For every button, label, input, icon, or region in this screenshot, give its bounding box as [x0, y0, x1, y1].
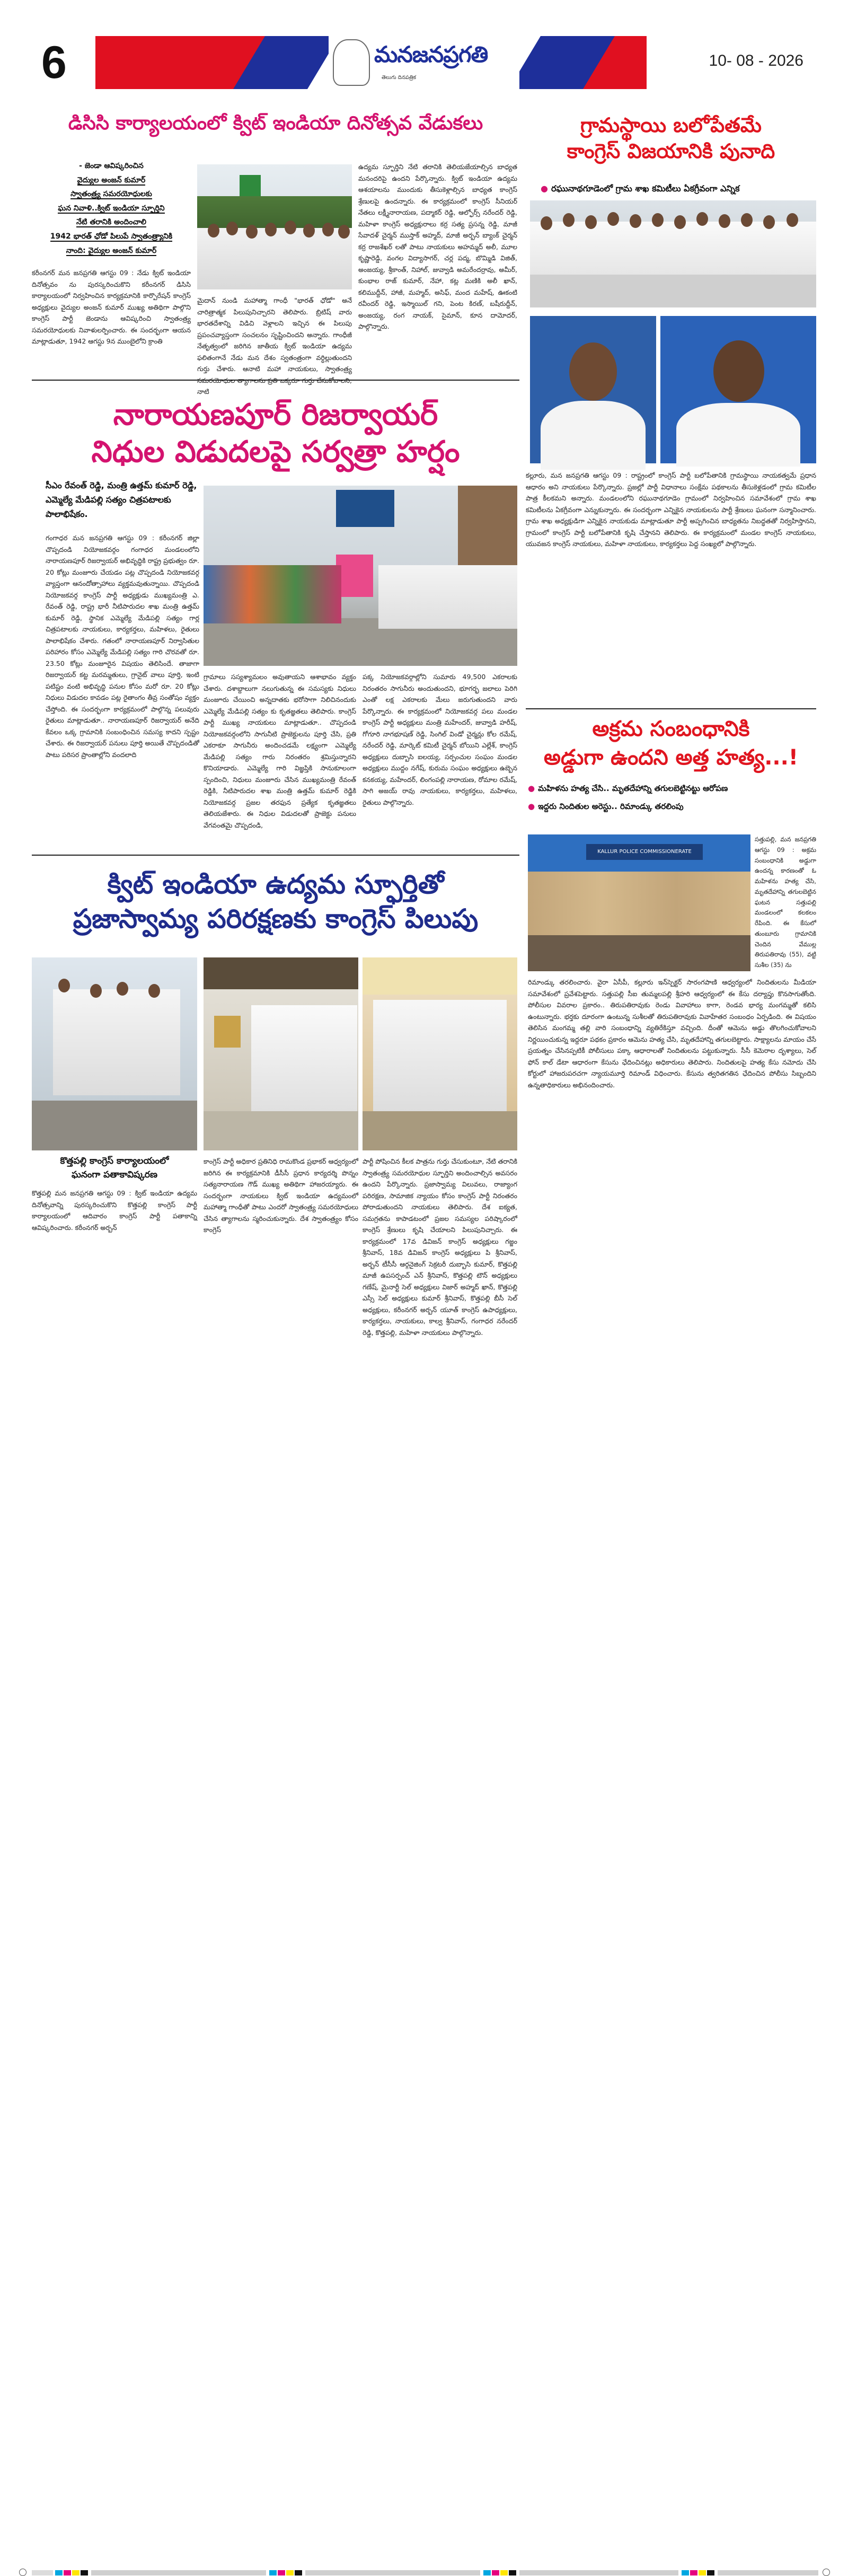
- story3-headline-line: నిధుల విడుదలపై సర్వత్రా హర్షం: [91, 435, 460, 469]
- story2-bullet: ● రఘునాథగూడెంలో గ్రామ శాఖ కమిటీలు ఏకగ్రీవంగా ఎన్నిక: [541, 183, 816, 196]
- wall: [363, 957, 517, 995]
- story4-body: రిమాండ్కు తరలించారు. వైరా ఏసీపీ, కల్లూరు ఇన్‌స్పెక్టర్ సారంగపాణి ఆధ్వర్యంలో నిందితులను మీడియా సమావేశంలో ప్రవేశపెట్టారు. సత్తుపల్లి సీఐ తుమ్మలపల్లి శ్రీహరి ఆధ్వర్యంలో ఈ కేసు దర్యాప్తు కొనసాగుతోంది. పోలీసుల వివరాల ప్రకారం.. తిరుపతిరావుకు రెండు వివాహాలు కాగా, రెండవ భార్య మంగమ్మతో కలిసి ఉంటున్నారు. భర్తకు దూరంగా ఉంటున్న సుశీలతో తిరుపతిరావుకు వివాహేతర సంబంధం ఏర్పడింది. ఈ విషయం తెలిసిన మంగమ్మ తల్లి వారి సంబంధాన్ని వ్యతిరేకిస్తూ వచ్చింది. దీంతో ఆమెను అడ్డు తొలగించుకోవాలని నిర్ణయించుకున్న ఇద్దరూ పథకం ప్రకారం ఆమెను హత్య చేసి, మృతదేహాన్ని తగులబెట్టారు. సాక్ష్యాలను మాయం చేసే ప్రయత్నం చేసినప్పటికీ పోలీసులు పక్కా ఆధారాలతో నిందితులను పట్టుకున్నారు. సీసీ కెమెరాల దృశ్యాలు, సెల్ ఫోన్ కాల్ డేటా ఆధారంగా కేసును ఛేదించినట్లు అధికారులు తెలిపారు. నిందితులపై హత్య కేసు నమోదు చేసి కోర్టులో హాజరుపరచగా న్యాయమూర్తి రిమాండ్ విధించారు. కేసును త్వరితగతిన ఛేదించిన పోలీసు సిబ్బందిని ఉన్నతాధికారులు అభినందించారు.: [528, 978, 816, 1089]
- story5-headline-line: ప్రజాస్వామ్య పరిరక్షణకు కాంగ్రెస్ పిలుపు: [73, 903, 479, 934]
- story2-headline: [526, 112, 816, 165]
- gandhi-portrait: [214, 1016, 241, 1048]
- date-box: [647, 36, 816, 89]
- story2-headline-line: గ్రామస్థాయి బలోపేతమే: [580, 113, 762, 137]
- story4-headline: [526, 715, 816, 772]
- story1-subhead: నేటి తరానికి అందించాలి: [76, 218, 147, 227]
- print-bar: [682, 2570, 689, 2575]
- print-bar: [55, 2570, 63, 2575]
- story5-column-1: కొత్తపల్లి మన జనప్రగతి ఆగస్టు 09 : క్విట్ ఇండియా ఉద్యమ దినోత్సవాన్ని పురస్కరించుకొని కొత్తపల్లి కాంగ్రెస్ పార్టీ కార్యాలయంలో ఆదివారం కాంగ్రెస్ పార్టీ పతాకాన్ని ఆవిష్కరించారు. కరీంనగర్ అర్బన్: [32, 1189, 197, 1232]
- divider: [32, 380, 519, 381]
- print-bar: [278, 2570, 285, 2575]
- story1-subhead: స్వాతంత్ర్య సమరయోధులకు: [70, 190, 152, 199]
- crowd-white-shirts: [530, 222, 816, 275]
- flag-icon: [240, 175, 261, 196]
- story1-subhead: ఘన నివాళి..క్విట్ ఇండియా స్ఫూర్తిని: [58, 204, 165, 213]
- flex-poster: [336, 555, 373, 597]
- white-shirt: [676, 403, 800, 467]
- story2-body: కల్లూరు, మన జనప్రగతి ఆగస్టు 09 : రాష్ట్రంలో కాంగ్రెస్ పార్టీ బలోపేతానికి గ్రామస్థాయి నాయకత్వమే ప్రధాన ఆధారం అని నాయకులు పేర్కొన్నారు. ప్రజల్లో పార్టీ విధానాలు సంక్షేమ పథకాలను తీసుకెళ్లడంలో గ్రామ కమిటీల పాత్ర కీలకమని అన్నారు. మండలంలోని రఘునాథగూడెం గ్రామంలో నిర్వహించిన సమావేశంలో గ్రామ శాఖ కమిటీలను ఏకగ్రీవంగా ఎన్నుకున్నారు. ఈ సందర్భంగా ఎన్నికైన నాయకులను పార్టీ శ్రేణులు ఘనంగా సన్మానించారు. గ్రామ శాఖ అధ్యక్షుడిగా ఎన్నికైన నాయకుడు మాట్లాడుతూ పార్టీ అప్పగించిన బాధ్యతను నిబద్ధతతో నిర్వహిస్తానని, గ్రామంలో కాంగ్రెస్ పార్టీ బలోపేతానికి కృషి చేస్తానని తెలిపారు. ఈ కార్యక్రమంలో మండల కాంగ్రెస్ నాయకులు, యువజన కాంగ్రెస్ నాయకులు, మహిళా నాయకులు, కార్యకర్తలు పెద్ద సంఖ్యలో పాల్గొన్నారు.: [526, 471, 816, 548]
- story5-photo-1: [32, 957, 197, 1150]
- print-bar: [91, 2570, 266, 2575]
- story3-headline: [32, 397, 519, 471]
- ground: [363, 1111, 517, 1150]
- story5-photo-2: [204, 957, 358, 1150]
- face: [713, 340, 764, 402]
- story1-column-3: ఉద్యమ స్ఫూర్తిని నేటి తరానికి తెలియజేయాల్సిన బాధ్యత మనందరిపై ఉందని పేర్కొన్నారు. క్విట్ ఇండియా ఉద్యమ ఆశయాలను ముందుకు తీసుకెళ్లాల్సిన బాధ్యత కాంగ్రెస్ శ్రేణులపై ఉందన్నారు. ఈ కార్యక్రమంలో కాంగ్రెస్ సీనియర్ నేతలు లక్ష్మీనారాయణ, పద్మాకర్ రెడ్డి, ఆల్ఫోర్స్ నరేందర్ రెడ్డి, మహిళా కాంగ్రెస్ అధ్యక్షురాలు కర్ర సత్య ప్రసన్న రెడ్డి, మాజీ సేవాదళ్ చైర్మన్ ముస్తాక్ అహ్మద్, మాజీ అర్బన్ బ్యాంక్ చైర్మన్ కర్ర రాజశేఖర్ లతో పాటు నాయకులు అహమ్మద్ అలీ, మూల కృష్ణారెడ్డి, వంగల విద్యాసాగర్, చర్ల పద్మ, బొమ్మిడి విజిత్, అంజయ్య, శ్రీకాంత్, నిహాల్, జువ్వాడి అమరేందర్రావు, అమీర్, కుంభాల రాజ్ కుమార్, నేహా, కట్ల మణికి అలీ ఖాన్, కలిముద్దీన్, హాజీ, మహ్మద్, అసిఫ్, మంద మహేష్, ఊకంటి రవీందర్ రెడ్డి, ఇస్మాయిల్ గని, పెంట కిరణ్, బషీరుద్దీన్, అంజయ్య, రంగ నాయక్, సైమాన్, కూన దామోదర్, పాల్గొన్నారు.: [358, 163, 517, 330]
- police-sign: KALLUR POLICE COMMISSIONERATE: [586, 844, 703, 860]
- divider: [32, 855, 519, 856]
- caption-line: కొత్తపల్లి కాంగ్రెస్ కార్యాలయంలో: [60, 1156, 169, 1166]
- story1-subhead: వైద్యుల అంజన్ కుమార్: [77, 175, 146, 184]
- print-bar: [500, 2570, 508, 2575]
- men-group: [378, 565, 517, 629]
- story1-subheads: [32, 159, 191, 258]
- print-bar: [690, 2570, 697, 2575]
- story3-column-2: గ్రామాలు సస్యశ్యామలం అవుతాయని ఆశాభావం వ్యక్తం చేశారు. దశాబ్దాలుగా నలుగుతున్న ఈ సమస్యకు నిధులు మంజూరు చేయించి అన్నదాతకు భరోసాగా నిలిచినందుకు ఎమ్మెల్యే మేడిపల్లి సత్యం కు కృతజ్ఞతలు తెలిపారు. కాంగ్రెస్ పార్టీ ముఖ్య నాయకులు మాట్లాడుతూ.. చొప్పదండి నియోజకవర్గంలోని సాగునీటి ప్రాజెక్టులను పూర్తి చేసి, ప్రతి ఎకరాకూ సాగునీరు అందించడమే లక్ష్యంగా ఎమ్మెల్యే మేడిపల్లి సత్యం గారు నిరంతరం శ్రమిస్తున్నారని కొనియాడారు. ఎమ్మెల్యే గారి విజ్ఞప్తికి సానుకూలంగా స్పందించి, నిధులు మంజూరు చేసిన ముఖ్యమంత్రి రేవంత్ రెడ్డికి, నీటిపారుదల శాఖ మంత్రి ఉత్తమ్ కుమార్ రెడ్డికి నియోజకవర్గ ప్రజల తరఫున ప్రత్యేక కృతజ్ఞతలు తెలియజేశారు. ఈ నిధుల విడుదలతో ప్రాజెక్టు పనులు వేగవంతమై చొప్పదండి,: [204, 673, 356, 829]
- story4-lead: సత్తుపల్లి, మన జనప్రగతి ఆగస్టు 09 : అక్రమ సంబంధానికి అడ్డుగా ఉందన్న కారణంతో ఓ మహిళను హత్య చేసి, మృతదేహాన్ని తగులబెట్టిన ఘటన సత్తుపల్లి మండలంలో కలకలం రేపింది. ఈ కేసులో తుంబూరు గ్రామానికి చెందిన వేముల్ల తిరుపతిరావు (55), వట్టి సుశీల (35) ను: [755, 836, 816, 969]
- story5-column-2: కాంగ్రెస్ పార్టీ అధికార ప్రతినిధి రామకొండ ప్రభాకర్ ఆధ్వర్యంలో జరిగిన ఈ కార్యక్రమానికి డీసీసీ ప్రధాన కార్యదర్శి పొన్నం సత్యనారాయణ గౌడ్ ముఖ్య అతిథిగా హాజరయ్యారు. ఈ సందర్భంగా నాయకులు క్విట్ ఇండియా ఉద్యమంలో మహాత్మా గాంధీతో పాటు ఎందరో స్వాతంత్ర్య సమరయోధులు చేసిన త్యాగాలను స్మరించుకున్నారు. దేశ స్వాతంత్ర్యం కోసం కాంగ్రెస్: [204, 1157, 358, 1234]
- print-bar: [718, 2570, 818, 2575]
- story1-subhead: - జెండా ఆవిష్కరించిన: [79, 162, 144, 170]
- story3-headline-line: నారాయణపూర్ రిజర్వాయర్: [113, 398, 438, 432]
- print-bar: [72, 2570, 80, 2575]
- story3-column-1: గంగాధర మన జనప్రగతి ఆగస్టు 09 : కరీంనగర్ జిల్లా చొప్పదండి నియోజకవర్గం గంగాధర మండలంలోని నారాయణపూర్ రిజర్వాయర్ అభివృద్ధికి రాష్ట్ర ప్రభుత్వం రూ. 20 కోట్లు మంజూరు చేయడం పట్ల చొప్పదండి నియోజకవర్గ వ్యాప్తంగా ఆనందోత్సాహాలు వ్యక్తమవుతున్నాయి. చొప్పదండి నియోజకవర్గ కాంగ్రెస్ పార్టీ అధ్యక్షుడు ముఖ్యమంత్రి ఎ. రేవంత్ రెడ్డి, రాష్ట్ర భారీ నీటిపారుదల శాఖ మంత్రి ఉత్తమ్ కుమార్ రెడ్డి, స్థానిక ఎమ్మెల్యే మేడిపల్లి సత్యం గార్ల చిత్రపటాలకు నాయకులు, కార్యకర్తలు, మహిళలు, రైతులు పాలాభిషేకం చేశారు. గతంలో నారాయణపూర్ నిర్వాసితుల పరిహారం కోసం ఎమ్మెల్యే మేడిపల్లి సత్యం గారి చొరవతో రూ. 23.50 కోట్లు మంజూరైన విషయం తెలిసిందే. తాజాగా రిజర్వాయర్ కట్ట మరమ్మతులు, గ్రానైట్ వాలు పూర్తి, ఇంటి పటిష్టం వంటి అభివృద్ధి పనుల కోసం మరో రూ. 20 కోట్లు నిధులు విడుదల కావడం పట్ల రైతాంగం తీవ్ర సంతోషం వ్యక్తం చేస్తోంది. ఈ సందర్భంగా కార్యక్రమంలో పాల్గొన్న పలువురు రైతులు మాట్లాడుతూ.. నారాయణపూర్ రిజర్వాయర్ అనేది కేవలం ఒక్క గ్రామానికి సంబంధించిన సమస్య కాదని స్పష్టం చేశారు. ఈ రిజర్వాయర్ పనులు పూర్తి అయితే చొప్పదండితో పాటు పరిసర ప్రాంతాల్లోని వందలాది: [46, 534, 199, 759]
- story1-subhead: 1942 భారత్ ఛోడో పిలుపే స్వాతంత్ర్యానికి: [50, 232, 173, 241]
- logo-text: మనజనప్రగతి: [374, 41, 488, 67]
- story5-photo-3: [363, 957, 517, 1150]
- story4-bullet-2: ● ఇద్దరు నిందితుల అరెస్టు.. రిమాండ్కు తరలింపు: [528, 802, 816, 813]
- divider: [526, 708, 816, 709]
- lungis: [530, 275, 816, 307]
- story3-subhead: సీఎం రేవంత్ రెడ్డి, మంత్రి ఉత్తమ్ కుమార్ రెడ్డి, ఎమ్మెల్యే మేడిపల్లి సత్యం చిత్రపటాలకు పాలాభిషేకం.: [46, 480, 197, 520]
- building-front: [204, 957, 358, 989]
- crowd-white-clothes: [197, 228, 352, 289]
- registration-mark-icon: [823, 2569, 830, 2576]
- print-bar: [295, 2570, 302, 2575]
- ground: [32, 1101, 197, 1150]
- story1-photo: [197, 164, 352, 289]
- story1-column-1: కరీంనగర్ మన జనప్రగతి ఆగస్టు 09 : నేడు క్విట్ ఇండియా దినోత్సవం ను పురస్కరించుకొని కరీంనగర్ డిసిసి కార్యాలయంలో నిర్వహించిన కార్యక్రమానికి కార్పొరేషన్ కాంగ్రెస్ అధ్యక్షులు వైద్యుల అంజన్ కుమార్ ముఖ్య అతిథిగా పాల్గొని కాంగ్రెస్ పార్టీ జెండాను ఆవిష్కరించి స్వాతంత్ర్య సమరయోధులకు నివాళులర్పించారు. ఈ సందర్భంగా ఆయన మాట్లాడుతూ, 1942 ఆగస్టు 9న ముంబైలోని క్రాంతి: [32, 269, 191, 345]
- print-bar: [286, 2570, 294, 2575]
- masthead: [32, 36, 816, 89]
- print-bar: [269, 2570, 277, 2575]
- print-bar: [519, 2570, 678, 2575]
- logo-tagline: తెలుగు దినపత్రిక: [382, 75, 417, 81]
- story2-headline-line: కాంగ్రెస్ విజయానికి పునాది: [567, 139, 775, 163]
- story5-headline-line: క్విట్ ఇండియా ఉద్యమ స్ఫూర్తితో: [107, 869, 444, 900]
- story2-group-photo: [530, 200, 816, 307]
- print-bar: [707, 2570, 714, 2575]
- story4-headline-line: అక్రమ సంబంధానికి: [592, 717, 750, 741]
- story2-portrait-1: [530, 316, 656, 463]
- page-number-box: [32, 36, 95, 89]
- men-group: [53, 989, 180, 1095]
- newspaper-logo: [329, 36, 519, 89]
- story4-press-meet-photo: [528, 834, 750, 971]
- table: [528, 935, 750, 971]
- face: [569, 342, 617, 401]
- story4-headline-line: అడ్డుగా ఉందని అత్త హత్య...!: [543, 745, 799, 770]
- story3-column-3: పక్క నియోజకవర్గాల్లోని సుమారు 49,500 ఎకరాలకు నిరంతరం సాగునీరు అందుతుందని, భూగర్భ జలాలు పెరిగి ఎంతో లక్ష ఎకరాలకు మేలు జరుగుతుందని వారు పేర్కొన్నారు. ఈ కార్యక్రమంలో నియోజకవర్గ పలు మండల కాంగ్రెస్ పార్టీ అధ్యక్షులు మంత్రి మహేందర్, జువ్వాడి హరీష్, గోగూరి నాగభూషణ్ రెడ్డి, సింగిల్ విండో చైర్మన్లు కోల రమేష్, నరేందర్ రెడ్డి, మార్కెట్ కమిటీ చైర్మన్ బోయిని ఎల్లేశ్, కాంగ్రెస్ అధ్యక్షులు దుబ్బాసి ఐలయ్య, సర్పంచుల సంఘం మండల అధ్యక్షులు ముద్దం నగేష్, కురుమ సంఘం అధ్యక్షులు ఉబ్బెన కనకయ్య, మహేందర్, లింగంపల్లి నారాయణ, రోమాల రమేష్, సాగి అజయ్ రావు నాయకులు, కార్యకర్తలు, మహిళలు, రైతులు పాల్గొన్నారు.: [363, 673, 517, 806]
- page-number: 6: [41, 37, 67, 88]
- men-group: [251, 1005, 357, 1111]
- print-bar: [509, 2570, 516, 2575]
- print-bar: [81, 2570, 88, 2575]
- story5-headline: [32, 867, 519, 936]
- women-group: [204, 565, 341, 623]
- police-officers: [528, 872, 750, 935]
- caption-line: ఘనంగా పతాకావిష్కరణ: [71, 1169, 158, 1180]
- ground: [204, 1111, 358, 1150]
- men-group: [373, 1000, 507, 1111]
- story4-bullet-1: ● మహిళను హత్య చేసి.. మృతదేహాన్ని తగులబెట్టినట్టు ఆరోపణ: [528, 784, 816, 795]
- logo-portrait-sketch-icon: [333, 39, 370, 86]
- print-bar: [483, 2570, 491, 2575]
- story1-headline: డిసిసి కార్యాలయంలో క్విట్ ఇండియా దినోత్సవ వేడుకలు: [68, 112, 483, 134]
- story3-protest-photo: [204, 486, 517, 666]
- story1-subhead: నాంది: వైద్యుల అంజన్ కుమార్: [66, 246, 157, 255]
- story2-portrait-2: [660, 316, 816, 463]
- print-bar: [32, 2570, 53, 2575]
- white-shirt: [541, 401, 646, 470]
- print-bar: [305, 2570, 480, 2575]
- story1-column-2: మైదాన్ నుండి మహాత్మా గాంధీ "భారత్ ఛోడో" అనే చారిత్రాత్మక పిలుపునిచ్చారని తెలిపారు. బ్రిటిష్ వారు భారతదేశాన్ని విడిచి వెళ్లాలని ఇచ్చిన ఈ పిలుపు ప్రపంచవ్యాప్తంగా సంచలనం సృష్టించిందని అన్నారు. గాంధీజీ నేతృత్వంలో జరిగిన జాతీయ క్విట్ ఇండియా ఉద్యమ ఫలితంగానే నేడు మన దేశం స్వతంత్రంగా వర్ధిల్లుతుందని గుర్తు చేశారు. ఆనాటి మహా నాయకులు, స్వాతంత్ర్య నాటి: [197, 296, 352, 395]
- print-bar: [64, 2570, 71, 2575]
- registration-mark-icon: [19, 2569, 26, 2576]
- print-bar: [492, 2570, 499, 2575]
- issue-date: 10- 08 - 2026: [709, 52, 803, 69]
- story5-photo-caption: [32, 1155, 197, 1182]
- story5-column-3: పార్టీ పోషించిన కీలక పాత్రను గుర్తు చేసుకుంటూ, నేటి తరానికి స్వాతంత్ర్య సమరయోధుల స్ఫూర్తిని అందించాల్సిన అవసరం ఉందని పేర్కొన్నారు. ప్రజాస్వామ్య విలువలు, రాజ్యాంగ పరిరక్షణ, సామాజిక న్యాయం కోసం కాంగ్రెస్ పార్టీ నిరంతరం పోరాడుతుందని నాయకులు తెలిపారు. దేశ ఐక్యత, సమగ్రతను కాపాడటంలో ప్రజల సమస్యల పరిష్కారంలో కాంగ్రెస్ శ్రేణులు కృషి చేయాలని పిలుపునిచ్చారు. ఈ కార్యక్రమంలో 17వ డివిజన్ కాంగ్రెస్ అధ్యక్షులు గజ్జం శ్రీనివాస్, 18వ డివిజన్ కాంగ్రెస్ అధ్యక్షులు పి శ్రీనివాస్, అర్బన్ టీసీసీ ఆర్గనైజింగ్ సెక్రటరీ దుబ్బాసి కుమార్, కొత్తపల్లి మాజీ ఉపసర్పంచ్ ఎన్ శ్రీనివాస్, కొత్తపల్లి టౌన్ అధ్యక్షులు గణేష్, మైనార్టీ సెల్ అధ్యక్షులు విజార్ అహ్మద్ ఖాన్, కొత్తపల్లి ఎస్సీ సెల్ అధ్యక్షులు కుమార్ శ్రీనివాస్, కొత్తపల్లి బీసీ సెల్ అధ్యక్షులు, కరీంనగర్ అర్బన్ యూత్ కాంగ్రెస్ ఉపాధ్యక్షులు, కార్యకర్తలు, నాయకులు, కాల్వ శ్రీనివాస్, గంగాధర నరేందర్ రెడ్డి, కొత్తపల్లి, మహిళా నాయకులు పాల్గొన్నారు.: [363, 1157, 517, 1337]
- banner: [336, 490, 394, 527]
- print-bar: [699, 2570, 706, 2575]
- print-registration-strip: [0, 1283, 848, 1296]
